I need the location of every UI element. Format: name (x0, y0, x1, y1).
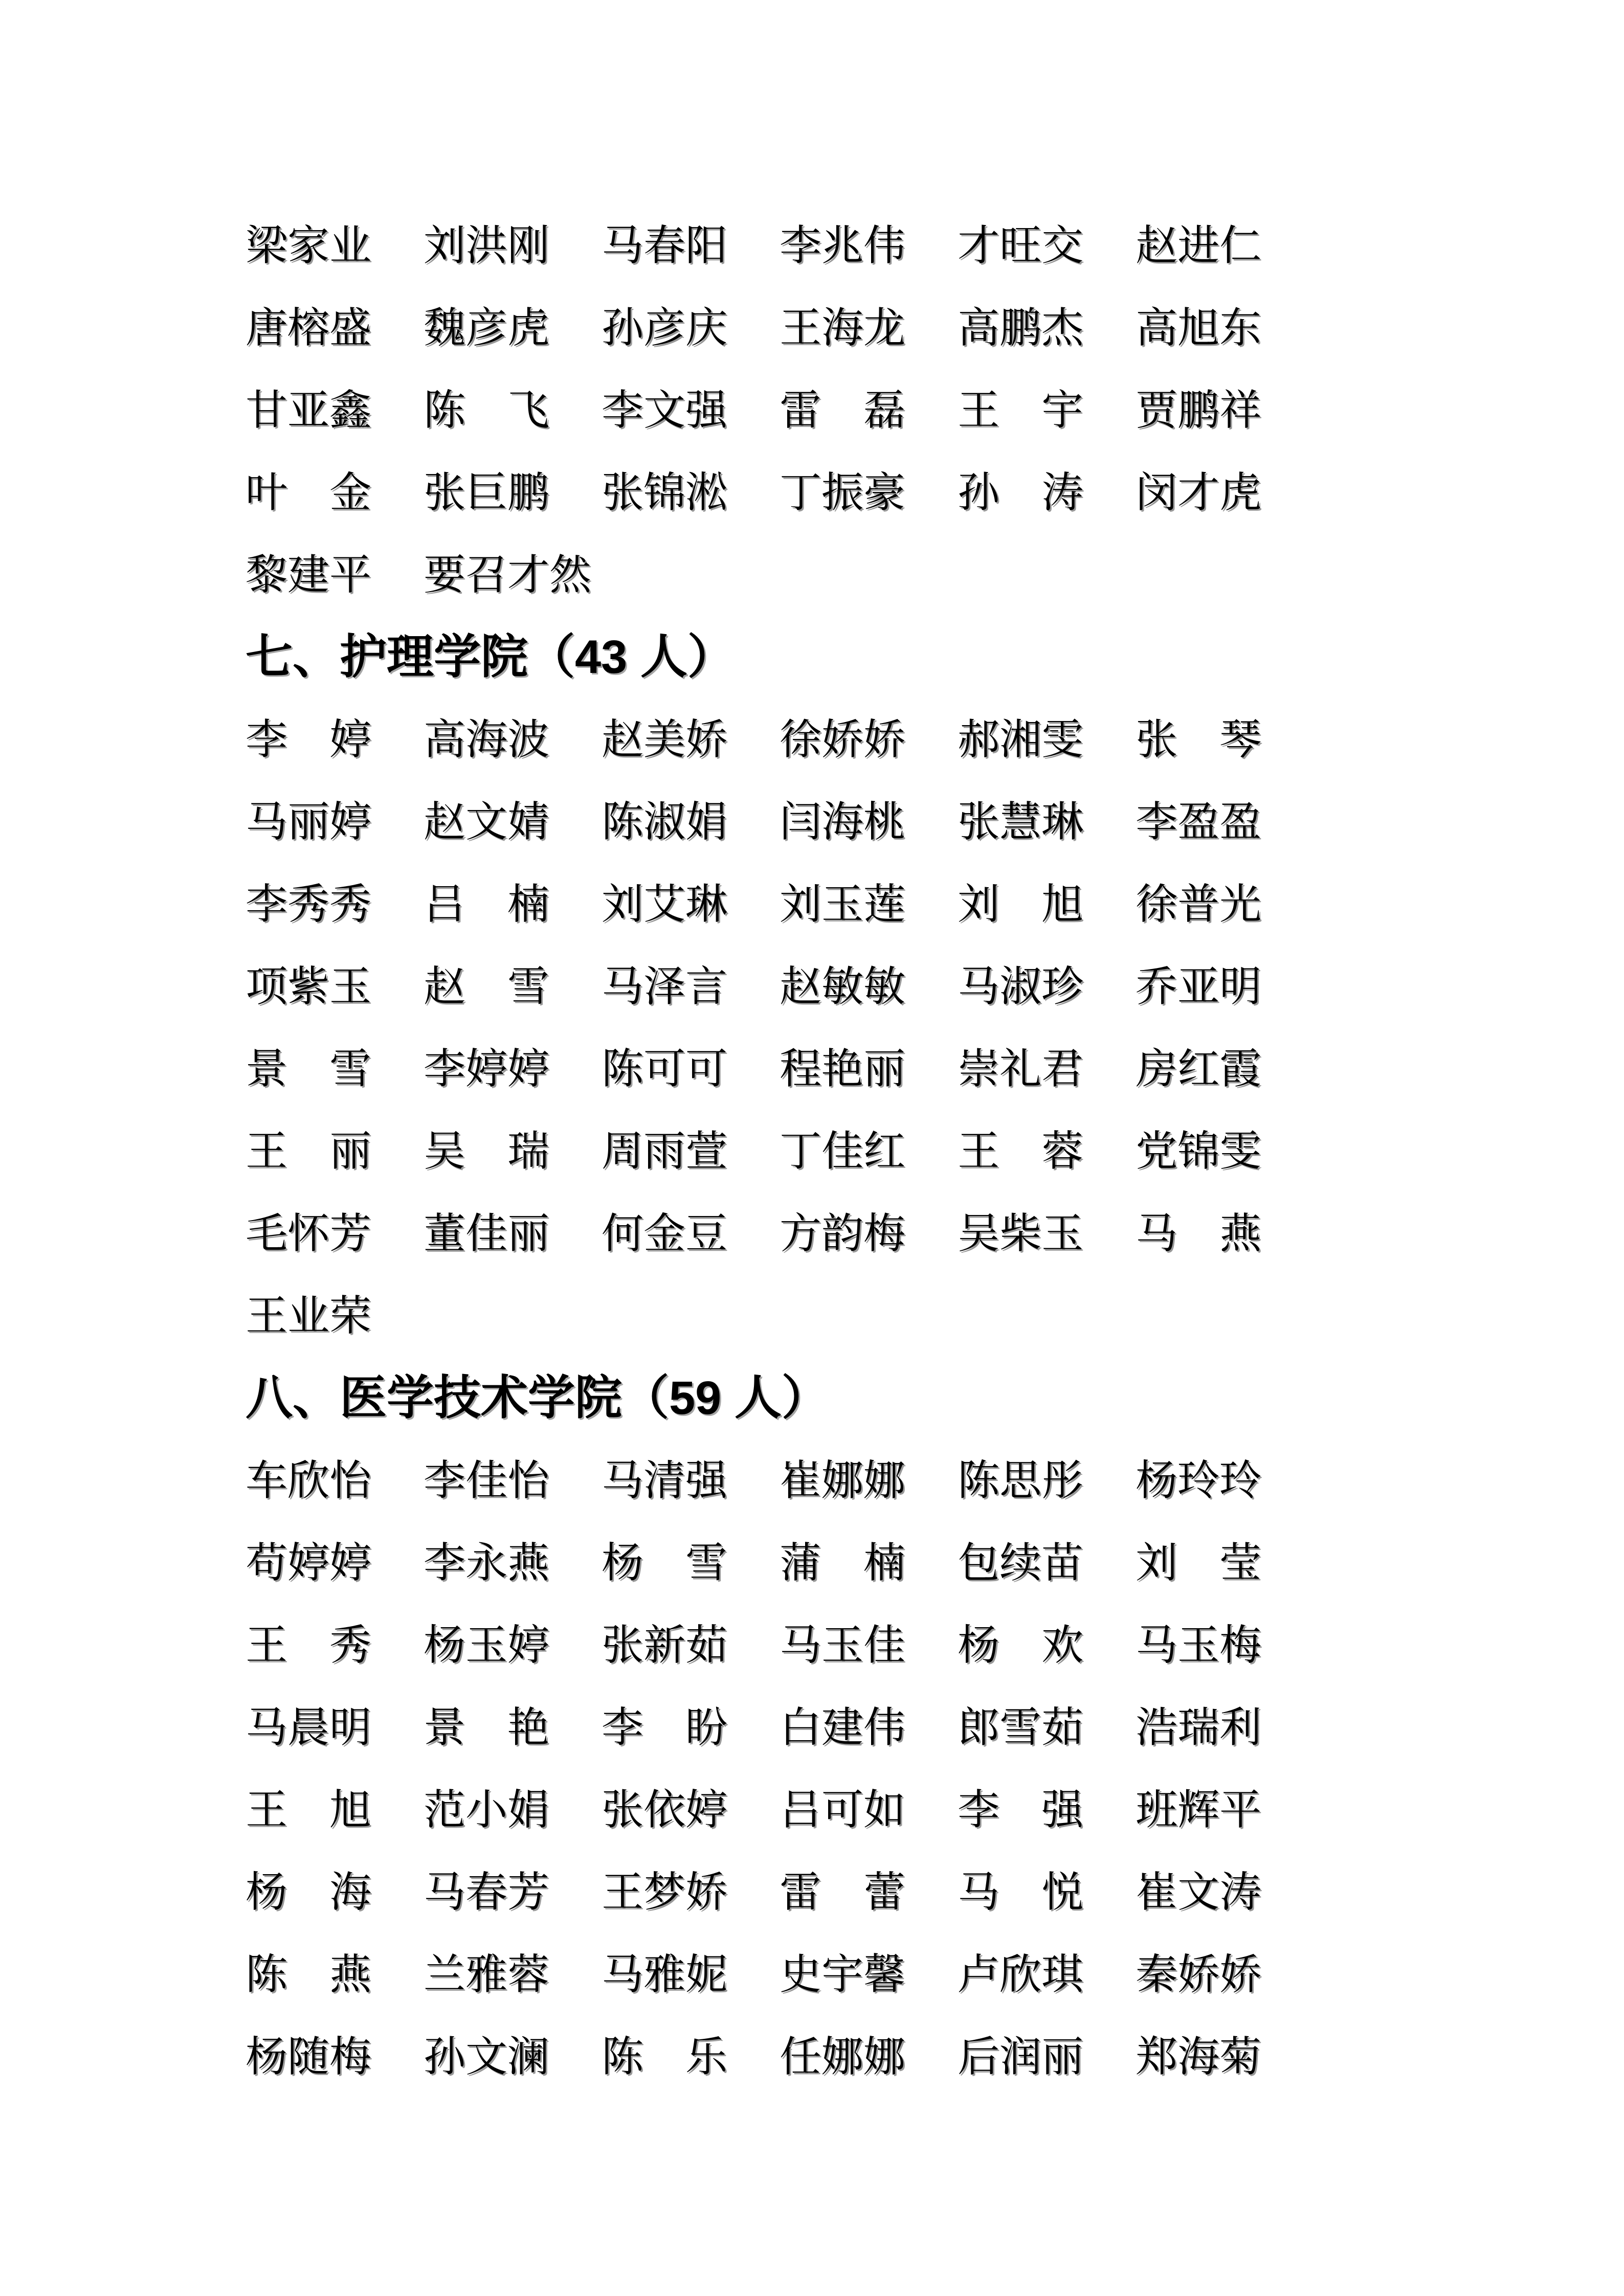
person-name: 任娜娜 (780, 2034, 906, 2080)
person-name: 赵文婧 (424, 799, 550, 845)
person-name: 李 盼 (602, 1704, 728, 1751)
person-name: 李文强 (602, 387, 728, 434)
person-name: 杨 雪 (602, 1540, 728, 1586)
section-heading: 七、护理学院（43 人） (246, 631, 735, 683)
person-name: 叶 金 (246, 469, 372, 516)
name-row (246, 452, 1412, 534)
name-row (246, 205, 1412, 287)
name-row (246, 1769, 1412, 1851)
person-name: 后润丽 (958, 2034, 1084, 2080)
person-name: 雷 磊 (780, 387, 906, 434)
person-name: 秦娇娇 (1136, 1951, 1262, 1998)
person-name: 毛怀芳 (246, 1210, 372, 1257)
section (246, 205, 1412, 616)
person-name: 闵才虎 (1136, 469, 1262, 516)
person-name: 包续苗 (958, 1540, 1084, 1586)
person-name: 兰雅蓉 (424, 1951, 550, 1998)
person-name: 杨玲玲 (1136, 1457, 1262, 1504)
person-name: 马晨明 (246, 1704, 372, 1751)
person-name: 党锦雯 (1136, 1128, 1262, 1175)
person-name: 车欣怡 (246, 1457, 372, 1504)
name-row (246, 699, 1412, 781)
person-name: 陈 乐 (602, 2034, 728, 2080)
person-name: 卢欣琪 (958, 1951, 1084, 1998)
person-name: 王 蓉 (958, 1128, 1084, 1175)
person-name: 程艳丽 (780, 1046, 906, 1092)
person-name: 王 秀 (246, 1622, 372, 1669)
person-name: 张 琴 (1136, 716, 1262, 763)
name-row (246, 1604, 1412, 1686)
person-name: 高旭东 (1136, 305, 1262, 351)
person-name: 郎雪茹 (958, 1704, 1084, 1751)
person-name: 赵 雪 (424, 963, 550, 1010)
person-name: 陈 燕 (246, 1951, 372, 1998)
person-name: 杨随梅 (246, 2034, 372, 2080)
person-name: 李婷婷 (424, 1046, 550, 1092)
person-name: 马清强 (602, 1457, 728, 1504)
person-name: 徐普光 (1136, 881, 1262, 928)
person-name: 丁佳红 (780, 1128, 906, 1175)
person-name: 崔娜娜 (780, 1457, 906, 1504)
person-name: 马春阳 (602, 222, 728, 269)
person-name: 周雨萱 (602, 1128, 728, 1175)
person-name: 马玉佳 (780, 1622, 906, 1669)
person-name: 马 燕 (1136, 1210, 1262, 1257)
person-name: 崔文涛 (1136, 1869, 1262, 1916)
person-name: 王 旭 (246, 1787, 372, 1833)
person-name: 唐榕盛 (246, 305, 372, 351)
person-name: 甘亚鑫 (246, 387, 372, 434)
person-name: 王海龙 (780, 305, 906, 351)
person-name: 郑海菊 (1136, 2034, 1262, 2080)
person-name: 张巨鹏 (424, 469, 550, 516)
person-name: 吕 楠 (424, 881, 550, 928)
person-name: 吴 瑞 (424, 1128, 550, 1175)
name-row (246, 1522, 1412, 1604)
person-name: 徐娇娇 (780, 716, 906, 763)
section-heading: 八、医学技术学院（59 人） (246, 1372, 829, 1424)
person-name: 刘 旭 (958, 881, 1084, 928)
person-name: 刘玉莲 (780, 881, 906, 928)
person-name: 马雅妮 (602, 1951, 728, 1998)
name-row (246, 1192, 1412, 1275)
person-name: 杨玉婷 (424, 1622, 550, 1669)
person-name: 马丽婷 (246, 799, 372, 845)
person-name: 赵进仁 (1136, 222, 1262, 269)
person-name: 赵敏敏 (780, 963, 906, 1010)
person-name: 李秀秀 (246, 881, 372, 928)
person-name: 陈 飞 (424, 387, 550, 434)
person-name: 李 婷 (246, 716, 372, 763)
person-name: 吴柴玉 (958, 1210, 1084, 1257)
person-name: 李永燕 (424, 1540, 550, 1586)
person-name: 张依婷 (602, 1787, 728, 1833)
name-row (246, 1028, 1412, 1110)
name-row (246, 369, 1412, 452)
person-name: 方韵梅 (780, 1210, 906, 1257)
person-name: 孙文澜 (424, 2034, 550, 2080)
person-name: 崇礼君 (958, 1046, 1084, 1092)
name-row (246, 1110, 1412, 1192)
person-name: 蒲 楠 (780, 1540, 906, 1586)
name-row (246, 781, 1412, 863)
person-name: 孙 涛 (958, 469, 1084, 516)
person-name: 王 宇 (958, 387, 1084, 434)
name-row (246, 1686, 1412, 1769)
person-name: 马 悦 (958, 1869, 1084, 1916)
person-name: 王 丽 (246, 1128, 372, 1175)
name-row (246, 946, 1412, 1028)
person-name: 王梦娇 (602, 1869, 728, 1916)
person-name: 闫海桃 (780, 799, 906, 845)
person-name: 马泽言 (602, 963, 728, 1010)
person-name: 才旺交 (958, 222, 1084, 269)
person-name: 张新茹 (602, 1622, 728, 1669)
person-name: 吕可如 (780, 1787, 906, 1833)
person-name: 杨 欢 (958, 1622, 1084, 1669)
person-name: 房红霞 (1136, 1046, 1262, 1092)
document-content (246, 205, 1412, 2098)
person-name: 马春芳 (424, 1869, 550, 1916)
person-name: 张锦淞 (602, 469, 728, 516)
person-name: 丁振豪 (780, 469, 906, 516)
person-name: 白建伟 (780, 1704, 906, 1751)
name-row (246, 534, 1412, 616)
person-name: 郝湘雯 (958, 716, 1084, 763)
person-name: 李盈盈 (1136, 799, 1262, 845)
person-name: 马玉梅 (1136, 1622, 1262, 1669)
person-name: 浩瑞利 (1136, 1704, 1262, 1751)
name-row (246, 2016, 1412, 2098)
person-name: 李佳怡 (424, 1457, 550, 1504)
person-name: 刘洪刚 (424, 222, 550, 269)
person-name: 陈可可 (602, 1046, 728, 1092)
person-name: 高海波 (424, 716, 550, 763)
person-name: 刘 莹 (1136, 1540, 1262, 1586)
person-name: 黎建平 (246, 552, 372, 598)
person-name: 班辉平 (1136, 1787, 1262, 1833)
person-name: 项紫玉 (246, 963, 372, 1010)
section (246, 1357, 1412, 2098)
person-name: 贾鹏祥 (1136, 387, 1262, 434)
name-row (246, 1439, 1412, 1522)
name-row (246, 1275, 1412, 1357)
person-name: 李兆伟 (780, 222, 906, 269)
person-name: 魏彦虎 (424, 305, 550, 351)
person-name: 苟婷婷 (246, 1540, 372, 1586)
person-name: 杨 海 (246, 1869, 372, 1916)
person-name: 景 艳 (424, 1704, 550, 1751)
name-row (246, 1851, 1412, 1933)
name-row (246, 863, 1412, 946)
person-name: 雷 蕾 (780, 1869, 906, 1916)
person-name: 要召才然 (424, 552, 592, 598)
person-name: 梁家业 (246, 222, 372, 269)
person-name: 张慧琳 (958, 799, 1084, 845)
person-name: 景 雪 (246, 1046, 372, 1092)
person-name: 陈思彤 (958, 1457, 1084, 1504)
person-name: 孙彦庆 (602, 305, 728, 351)
person-name: 陈淑娟 (602, 799, 728, 845)
name-row (246, 287, 1412, 369)
person-name: 李 强 (958, 1787, 1084, 1833)
person-name: 高鹏杰 (958, 305, 1084, 351)
person-name: 王业荣 (246, 1293, 372, 1339)
person-name: 何金豆 (602, 1210, 728, 1257)
section (246, 616, 1412, 1357)
person-name: 乔亚明 (1136, 963, 1262, 1010)
name-row (246, 1933, 1412, 2016)
person-name: 赵美娇 (602, 716, 728, 763)
person-name: 刘艾琳 (602, 881, 728, 928)
person-name: 范小娟 (424, 1787, 550, 1833)
person-name: 史宇馨 (780, 1951, 906, 1998)
person-name: 董佳丽 (424, 1210, 550, 1257)
person-name: 马淑珍 (958, 963, 1084, 1010)
